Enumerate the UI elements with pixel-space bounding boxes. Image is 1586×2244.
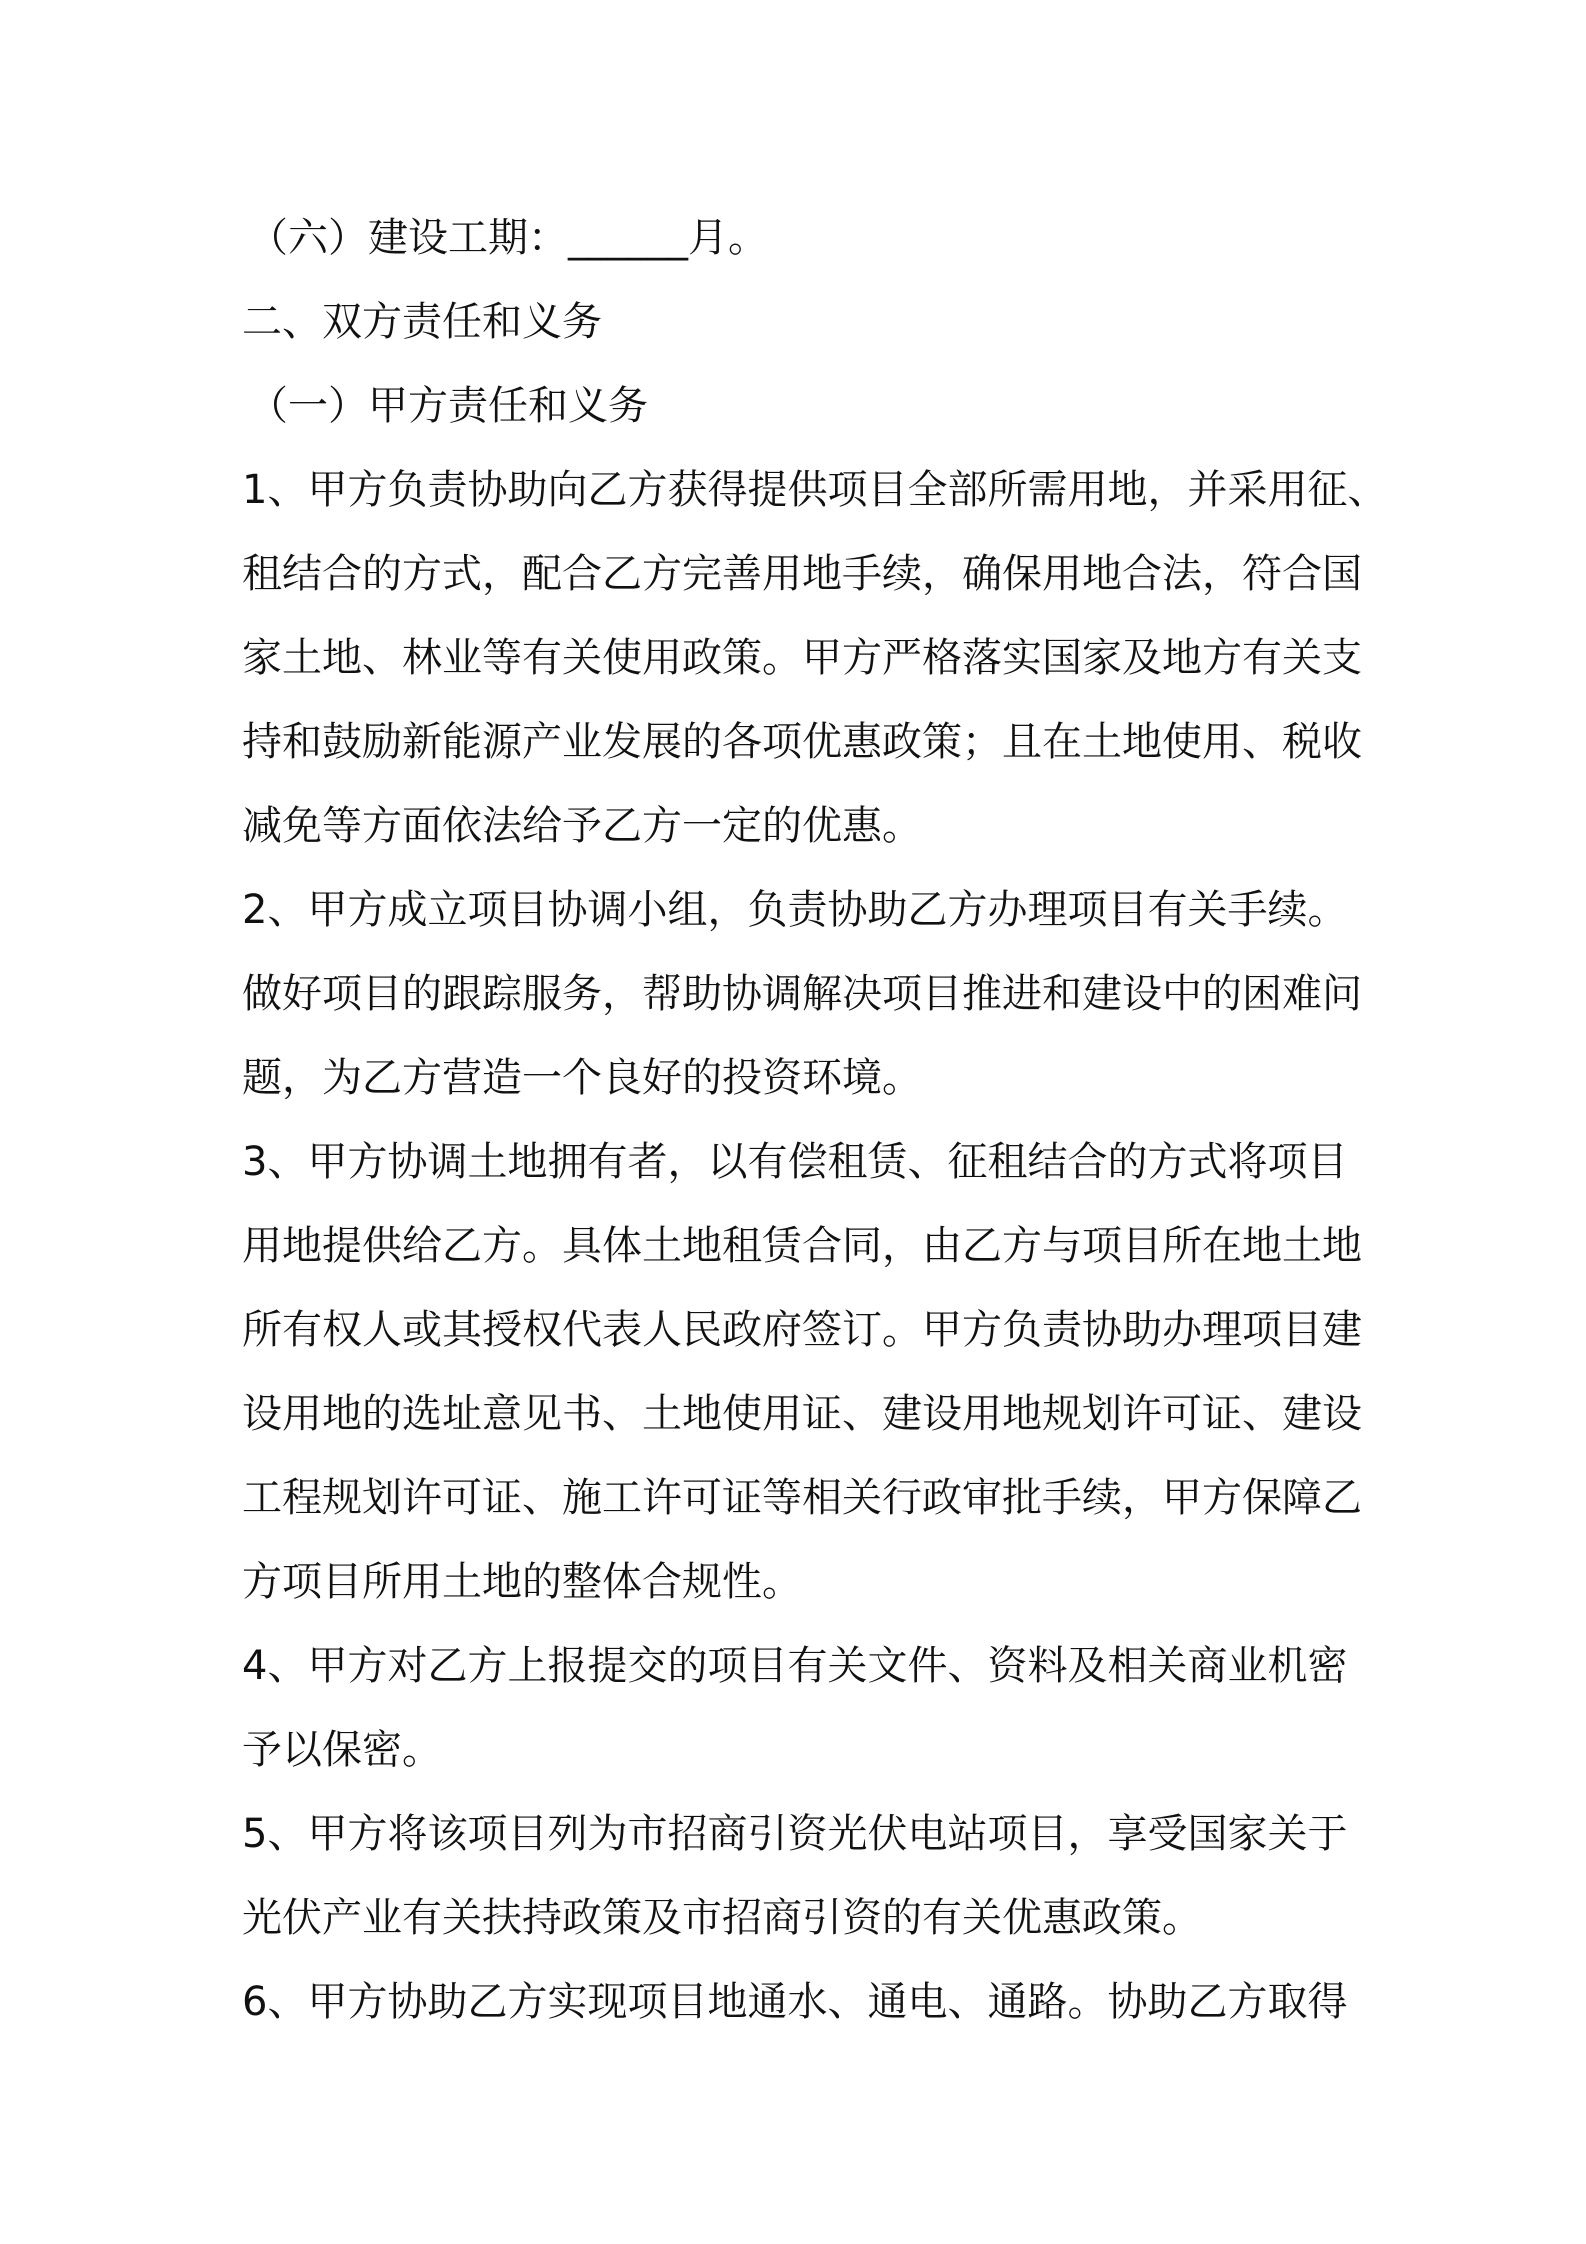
- paragraph-line: 租结合的方式，配合乙方完善用地手续，确保用地合法，符合国: [242, 551, 1362, 597]
- paragraph-line: 设用地的选址意见书、土地使用证、建设用地规划许可证、建设: [242, 1391, 1362, 1437]
- paragraph-line: 用地提供给乙方。具体土地租赁合同，由乙方与项目所在地土地: [242, 1223, 1362, 1269]
- paragraph-line: 做好项目的跟踪服务，帮助协调解决项目推进和建设中的困难问: [242, 971, 1362, 1017]
- section-heading-responsibilities: 二、双方责任和义务: [242, 299, 602, 345]
- paragraph-line: 予以保密。: [242, 1727, 442, 1773]
- paragraph-line: 工程规划许可证、施工许可证等相关行政审批手续，甲方保障乙: [242, 1475, 1362, 1521]
- paragraph-line: 5、甲方将该项目列为市招商引资光伏电站项目，享受国家关于: [242, 1811, 1348, 1857]
- paragraph-line: 光伏产业有关扶持政策及市招商引资的有关优惠政策。: [242, 1895, 1202, 1941]
- paragraph-line: 方项目所用土地的整体合规性。: [242, 1559, 802, 1605]
- subsection-heading-party-a: （一）甲方责任和义务: [248, 383, 648, 429]
- paragraph-line: 3、甲方协调土地拥有者，以有偿租赁、征租结合的方式将项目: [242, 1139, 1348, 1185]
- paragraph-line: 2、甲方成立项目协调小组，负责协助乙方办理项目有关手续。: [242, 887, 1348, 933]
- paragraph-line: 减免等方面依法给予乙方一定的优惠。: [242, 803, 922, 849]
- paragraph-line: 题，为乙方营造一个良好的投资环境。: [242, 1055, 922, 1101]
- paragraph-line: 1、甲方负责协助向乙方获得提供项目全部所需用地，并采用征、: [242, 467, 1388, 513]
- clause-construction-period: （六）建设工期：______月。: [248, 215, 768, 261]
- paragraph-line: 持和鼓励新能源产业发展的各项优惠政策；且在土地使用、税收: [242, 719, 1362, 765]
- paragraph-line: 家土地、林业等有关使用政策。甲方严格落实国家及地方有关支: [242, 635, 1362, 681]
- paragraph-line: 4、甲方对乙方上报提交的项目有关文件、资料及相关商业机密: [242, 1643, 1348, 1689]
- document-page: [242, 196, 1388, 2044]
- paragraph-line: 6、甲方协助乙方实现项目地通水、通电、通路。协助乙方取得: [242, 1979, 1348, 2025]
- paragraph-line: 所有权人或其授权代表人民政府签订。甲方负责协助办理项目建: [242, 1307, 1362, 1353]
